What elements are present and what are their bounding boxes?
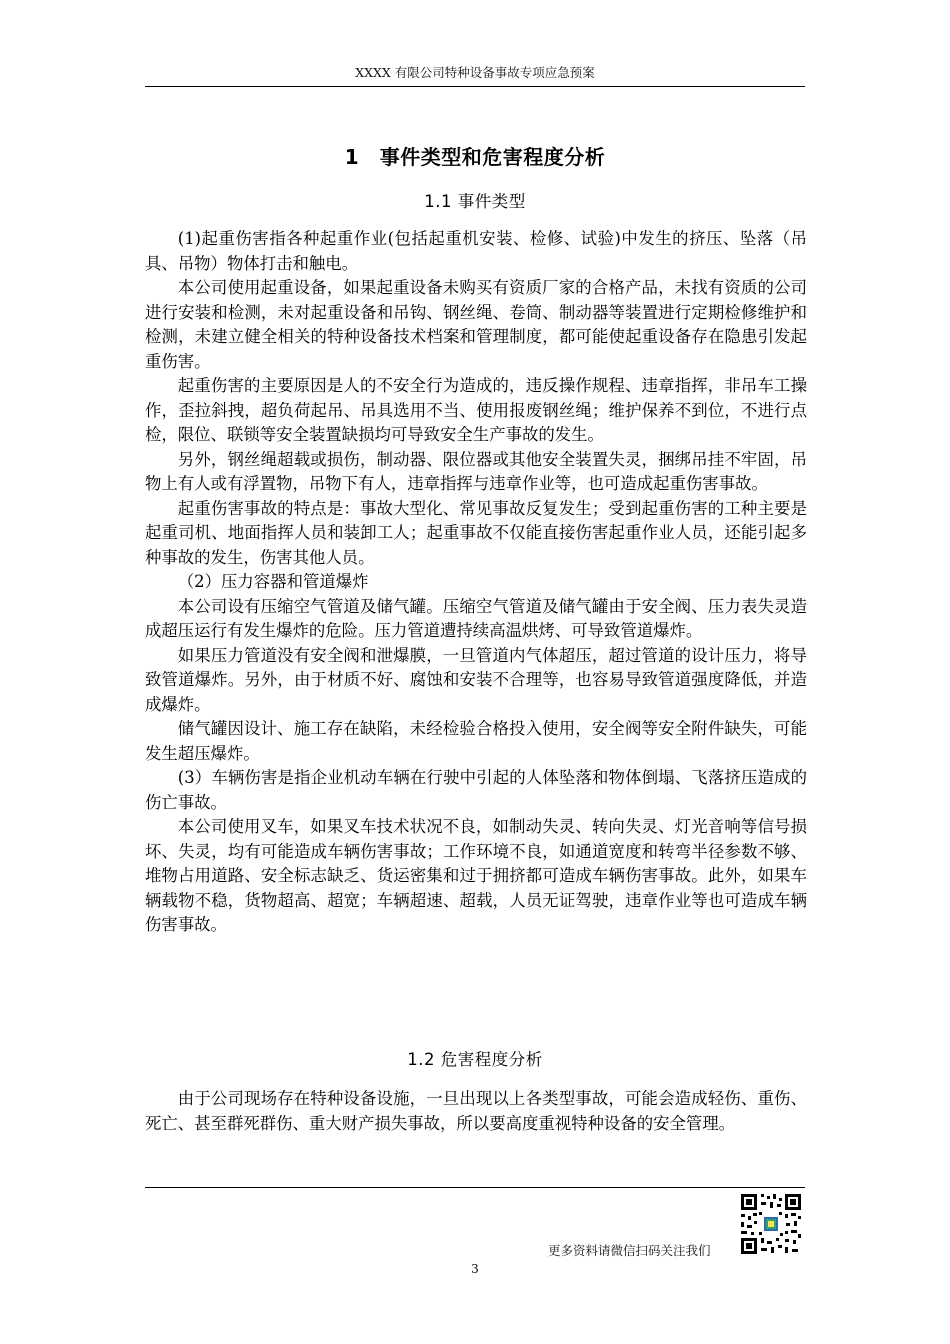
header-divider [145, 86, 805, 87]
subsection-title-2: 1.2 危害程度分析 [407, 1050, 543, 1069]
paragraph: （2）压力容器和管道爆炸 [177, 572, 369, 591]
section-body-2 [145, 1087, 807, 1136]
paragraph: 本公司设有压缩空气管道及储气罐。压缩空气管道及储气罐由于安全阀、压力表失灵造成超压运行有发生爆炸的危险。压力管道遭持续高温烘烤、可导致管道爆炸。 [145, 596, 807, 640]
subsection-title-1: 1.1 事件类型 [424, 192, 526, 211]
paragraph: 起重伤害事故的特点是：事故大型化、常见事故反复发生；受到起重伤害的工种主要是起重司机、地面指挥人员和装卸工人；起重事故不仅能直接伤害起重作业人员，还能引起多种事故的发生，伤害其他人员。 [145, 498, 807, 567]
paragraph: (3）车辆伤害是指企业机动车辆在行驶中引起的人体坠落和物体倒塌、飞落挤压造成的伤亡事故。 [145, 768, 807, 812]
page-header: XXXX 有限公司特种设备事故专项应急预案 [355, 65, 595, 80]
page-number: 3 [471, 1262, 479, 1276]
qr-code-icon [739, 1192, 803, 1256]
paragraph: 另外，钢丝绳超载或损伤，制动器、限位器或其他安全装置失灵，捆绑吊挂不牢固，吊物上有人或有浮置物，吊物下有人，违章指挥与违章作业等，也可造成起重伤害事故。 [145, 449, 807, 493]
paragraph: 如果压力管道没有安全阀和泄爆膜，一旦管道内气体超压，超过管道的设计压力，将导致管道爆炸。另外，由于材质不好、腐蚀和安装不合理等，也容易导致管道强度降低，并造成爆炸。 [145, 645, 807, 714]
paragraph: 由于公司现场存在特种设备设施，一旦出现以上各类型事故，可能会造成轻伤、重伤、死亡、甚至群死群伤、重大财产损失事故，所以要高度重视特种设备的安全管理。 [145, 1089, 807, 1133]
paragraph: 本公司使用起重设备，如果起重设备未购买有资质厂家的合格产品，未找有资质的公司进行安装和检测，未对起重设备和吊钩、钢丝绳、卷筒、制动器等装置进行定期检修维护和检测，未建立健全相关的特种设备技术档案和管理制度，都可能使起重设备存在隐患引发起重伤害。 [145, 278, 807, 371]
paragraph: 储气罐因设计、施工存在缺陷，未经检验合格投入使用，安全阀等安全附件缺失，可能发生超压爆炸。 [145, 719, 807, 763]
footer-note: 更多资料请微信扫码关注我们 [548, 1243, 711, 1258]
section-body [145, 227, 807, 938]
paragraph: 本公司使用叉车，如果叉车技术状况不良，如制动失灵、转向失灵、灯光音响等信号损坏、失灵，均有可能造成车辆伤害事故；工作环境不良，如通道宽度和转弯半径参数不够、堆物占用道路、安全标志缺乏、货运密集和过于拥挤都可造成车辆伤害事故。此外，如果车辆载物不稳，货物超高、超宽；车辆超速、超载，人员无证驾驶，违章作业等也可造成车辆伤害事故。 [145, 817, 807, 934]
paragraph: (1)起重伤害指各种起重作业(包括起重机安装、检修、试验)中发生的挤压、坠落（吊具、吊物）物体打击和触电。 [145, 229, 807, 273]
paragraph: 起重伤害的主要原因是人的不安全行为造成的，违反操作规程、违章指挥，非吊车工操作，歪拉斜拽，超负荷起吊、吊具选用不当、使用报废钢丝绳；维护保养不到位，不进行点检，限位、联锁等安全装置缺损均可导致安全生产事故的发生。 [145, 376, 807, 444]
footer-divider [145, 1187, 805, 1188]
section-title: 1 事件类型和危害程度分析 [344, 145, 606, 169]
